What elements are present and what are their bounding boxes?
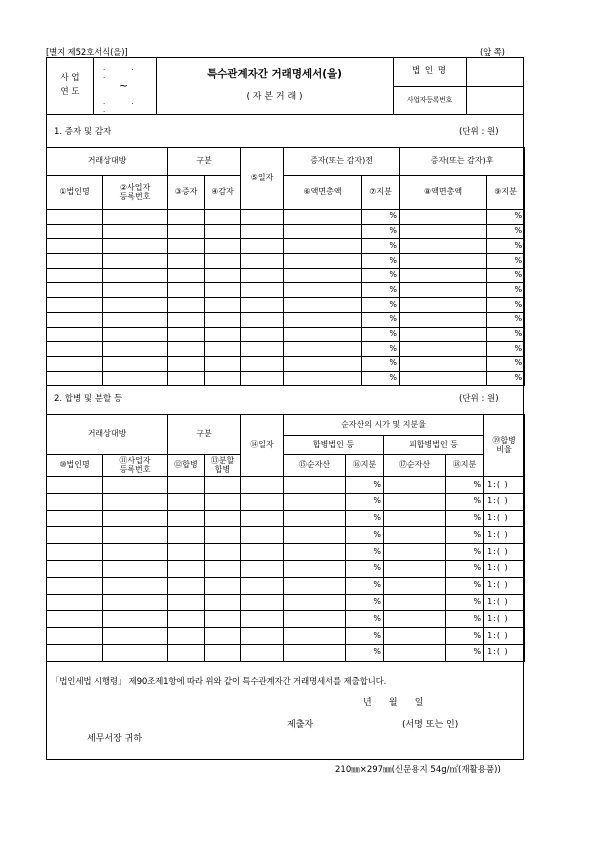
s1-col-after-share: ⑨지분 xyxy=(487,176,525,210)
s1-table-cell[interactable] xyxy=(284,342,362,357)
s1-table-cell[interactable] xyxy=(47,342,103,357)
biz-no-label: 사업자등록번호 xyxy=(406,95,453,104)
year-end-dots: · · · xyxy=(103,100,146,117)
s1-table-cell[interactable] xyxy=(47,283,103,298)
s1-table-cell[interactable] xyxy=(400,283,487,298)
s1-col-increase: ③증자 xyxy=(168,176,205,210)
declaration-statement: 「법인세법 시행령」 제90조제1항에 따라 위와 같이 특수관계자간 거래명세서를 제출합니다. xyxy=(51,677,387,687)
s2-table-cell[interactable] xyxy=(384,527,446,544)
s1-before-group: 증자(또는 감자)전 xyxy=(284,148,400,176)
s2-share-cell[interactable]: % xyxy=(446,644,484,661)
s2-table-cell[interactable] xyxy=(47,510,103,527)
s2-table-cell[interactable] xyxy=(103,544,168,561)
s1-table-cell[interactable] xyxy=(284,254,362,269)
s2-table-cell[interactable] xyxy=(241,527,284,544)
s1-table-cell[interactable] xyxy=(103,239,168,254)
s1-table-cell[interactable] xyxy=(241,224,284,239)
s2-ratio-cell[interactable]: 1:( ) xyxy=(484,594,525,611)
s1-table-row xyxy=(47,312,525,327)
s2-table-cell[interactable] xyxy=(103,644,168,661)
form-subtitle: ( 자 본 거 래 ) xyxy=(246,91,303,102)
business-year-field[interactable] xyxy=(93,58,156,117)
s2-table-cell[interactable] xyxy=(47,611,103,628)
s1-table-cell[interactable] xyxy=(284,298,362,313)
s1-share-cell[interactable]: % xyxy=(487,254,525,269)
s2-table-cell[interactable] xyxy=(384,628,446,645)
s2-table-cell[interactable] xyxy=(168,611,205,628)
s2-table-cell[interactable] xyxy=(47,544,103,561)
s1-table-cell[interactable] xyxy=(241,210,284,225)
year-start-dots: · · · xyxy=(103,66,146,83)
year-tilde: ~ xyxy=(119,79,129,92)
s2-table-cell[interactable] xyxy=(384,544,446,561)
s2-table-cell[interactable] xyxy=(205,493,241,510)
s2-table-row xyxy=(47,527,525,544)
s1-table-cell[interactable] xyxy=(168,283,205,298)
declaration-date-line[interactable]: 년 월 일 xyxy=(363,698,424,708)
s1-table-cell[interactable] xyxy=(400,371,487,386)
s2-table-cell[interactable] xyxy=(47,493,103,510)
s1-share-cell[interactable]: % xyxy=(487,239,525,254)
s1-table-cell[interactable] xyxy=(103,298,168,313)
s1-table-cell[interactable] xyxy=(400,312,487,327)
s2-table-row xyxy=(47,477,525,494)
s2-table-cell[interactable] xyxy=(284,477,346,494)
s2-table-cell[interactable] xyxy=(284,527,346,544)
s1-table-cell[interactable] xyxy=(47,327,103,342)
s2-ratio-cell[interactable]: 1:( ) xyxy=(484,644,525,661)
s1-share-cell[interactable]: % xyxy=(362,342,400,357)
s1-table-cell[interactable] xyxy=(205,239,241,254)
s2-table-cell[interactable] xyxy=(241,493,284,510)
s1-table-row xyxy=(47,268,525,283)
paper-spec: 210㎜×297㎜(신문용지 54g/㎡(재활용품)) xyxy=(335,765,501,775)
s2-merging-group: 합병법인 등 xyxy=(284,436,384,455)
s2-col-merging-net-assets: ⑮순자산 xyxy=(284,455,346,477)
s2-share-cell[interactable]: % xyxy=(346,577,384,594)
s2-col-biz-no: ⑪사업자 등록번호 xyxy=(103,455,168,477)
s1-table-cell[interactable] xyxy=(241,327,284,342)
s2-table-cell[interactable] xyxy=(47,477,103,494)
s2-col-corp-name: ⑩법인명 xyxy=(47,455,103,477)
s2-table-cell[interactable] xyxy=(168,493,205,510)
s1-share-cell[interactable]: % xyxy=(487,371,525,386)
s2-share-cell[interactable]: % xyxy=(446,611,484,628)
s2-ratio-cell[interactable]: 1:( ) xyxy=(484,628,525,645)
s2-share-cell[interactable]: % xyxy=(346,477,384,494)
s2-col-merger: ⑫합병 xyxy=(168,455,205,477)
s1-type-group: 구분 xyxy=(168,148,241,176)
s1-share-cell[interactable]: % xyxy=(487,327,525,342)
s2-table-row xyxy=(47,493,525,510)
page-side-label: (앞 쪽) xyxy=(480,48,505,58)
s2-table-cell[interactable] xyxy=(205,560,241,577)
s2-table-cell[interactable] xyxy=(205,527,241,544)
s2-table-cell[interactable] xyxy=(205,544,241,561)
s2-table-cell[interactable] xyxy=(205,611,241,628)
s2-merged-group: 피합병법인 등 xyxy=(384,436,484,455)
s1-table-cell[interactable] xyxy=(168,342,205,357)
s2-ratio-cell[interactable]: 1:( ) xyxy=(484,510,525,527)
form-title: 특수관계자간 거래명세서(을) xyxy=(207,67,342,80)
s2-table-cell[interactable] xyxy=(384,577,446,594)
s1-table-cell[interactable] xyxy=(47,312,103,327)
s2-table-cell[interactable] xyxy=(384,594,446,611)
s1-table-cell[interactable] xyxy=(205,298,241,313)
s2-table-cell[interactable] xyxy=(284,510,346,527)
s1-table-cell[interactable] xyxy=(205,224,241,239)
s1-table-cell[interactable] xyxy=(400,239,487,254)
s1-table-cell[interactable] xyxy=(205,210,241,225)
s2-table-cell[interactable] xyxy=(284,644,346,661)
s2-ratio-cell[interactable]: 1:( ) xyxy=(484,544,525,561)
section1-unit: (단위 : 원) xyxy=(459,127,499,137)
s2-table-cell[interactable] xyxy=(47,560,103,577)
s2-share-cell[interactable]: % xyxy=(346,611,384,628)
s1-table-cell[interactable] xyxy=(103,283,168,298)
s1-table-cell[interactable] xyxy=(400,254,487,269)
s2-share-cell[interactable]: % xyxy=(346,594,384,611)
s1-table-cell[interactable] xyxy=(168,210,205,225)
merger-split-table xyxy=(46,414,525,662)
s2-table-cell[interactable] xyxy=(241,594,284,611)
s1-table-cell[interactable] xyxy=(241,283,284,298)
s2-table-cell[interactable] xyxy=(284,560,346,577)
s2-table-row xyxy=(47,611,525,628)
s1-table-cell[interactable] xyxy=(205,327,241,342)
s2-table-row xyxy=(47,510,525,527)
s2-share-cell[interactable]: % xyxy=(446,544,484,561)
s2-date-header: ⑭일자 xyxy=(241,415,284,477)
s2-table-cell[interactable] xyxy=(284,594,346,611)
s2-share-cell[interactable]: % xyxy=(346,510,384,527)
s2-table-cell[interactable] xyxy=(47,644,103,661)
s1-table-cell[interactable] xyxy=(284,283,362,298)
s1-col-decrease: ④감자 xyxy=(205,176,241,210)
s1-table-row xyxy=(47,254,525,269)
s2-net-assets-group: 순자산의 시가 및 지분율 xyxy=(284,415,484,436)
s2-table-cell[interactable] xyxy=(241,477,284,494)
s1-table-cell[interactable] xyxy=(400,224,487,239)
s1-share-cell[interactable]: % xyxy=(487,312,525,327)
s1-table-cell[interactable] xyxy=(284,210,362,225)
s2-table-cell[interactable] xyxy=(103,510,168,527)
s1-table-cell[interactable] xyxy=(284,312,362,327)
form-frame xyxy=(46,57,524,760)
s1-table-cell[interactable] xyxy=(241,356,284,371)
s2-table-cell[interactable] xyxy=(205,644,241,661)
s2-table-cell[interactable] xyxy=(47,527,103,544)
s2-table-cell[interactable] xyxy=(47,594,103,611)
s1-share-cell[interactable]: % xyxy=(362,210,400,225)
s1-table-cell[interactable] xyxy=(241,298,284,313)
signature-label[interactable]: (서명 또는 인) xyxy=(402,720,459,730)
s2-col-split-merger: ⑬분할 합병 xyxy=(205,455,241,477)
s1-table-row xyxy=(47,239,525,254)
s1-share-cell[interactable]: % xyxy=(362,298,400,313)
s1-table-cell[interactable] xyxy=(400,268,487,283)
s1-table-cell[interactable] xyxy=(103,312,168,327)
s2-table-cell[interactable] xyxy=(168,628,205,645)
s2-table-cell[interactable] xyxy=(168,577,205,594)
s1-share-cell[interactable]: % xyxy=(487,283,525,298)
s2-table-cell[interactable] xyxy=(384,477,446,494)
s1-table-cell[interactable] xyxy=(205,356,241,371)
s1-table-cell[interactable] xyxy=(47,224,103,239)
s1-table-cell[interactable] xyxy=(400,210,487,225)
s1-share-cell[interactable]: % xyxy=(487,356,525,371)
s2-table-cell[interactable] xyxy=(284,611,346,628)
s1-table-cell[interactable] xyxy=(400,342,487,357)
s2-table-cell[interactable] xyxy=(205,628,241,645)
s2-table-row xyxy=(47,628,525,645)
section1-heading: 1. 증자 및 감자 xyxy=(54,127,112,137)
s2-table-cell[interactable] xyxy=(241,577,284,594)
s1-table-cell[interactable] xyxy=(103,210,168,225)
s1-table-row xyxy=(47,210,525,225)
s1-table-cell[interactable] xyxy=(400,327,487,342)
s2-col-merged-net-assets: ⑰순자산 xyxy=(384,455,446,477)
s2-share-cell[interactable]: % xyxy=(446,594,484,611)
s2-table-cell[interactable] xyxy=(241,644,284,661)
s1-table-cell[interactable] xyxy=(168,327,205,342)
s2-share-cell[interactable]: % xyxy=(346,527,384,544)
s1-table-cell[interactable] xyxy=(168,268,205,283)
s2-table-cell[interactable] xyxy=(205,594,241,611)
s1-table-cell[interactable] xyxy=(241,371,284,386)
s2-ratio-cell[interactable]: 1:( ) xyxy=(484,560,525,577)
s1-table-cell[interactable] xyxy=(205,312,241,327)
s2-share-cell[interactable]: % xyxy=(346,544,384,561)
s2-col-merged-share: ⑱지분 xyxy=(446,455,484,477)
s1-table-cell[interactable] xyxy=(400,298,487,313)
s2-table-cell[interactable] xyxy=(384,644,446,661)
s2-table-row xyxy=(47,560,525,577)
s2-table-cell[interactable] xyxy=(47,577,103,594)
s1-table-cell[interactable] xyxy=(205,342,241,357)
s1-table-row xyxy=(47,356,525,371)
s1-table-cell[interactable] xyxy=(205,283,241,298)
s2-share-cell[interactable]: % xyxy=(346,628,384,645)
s2-ratio-cell[interactable]: 1:( ) xyxy=(484,477,525,494)
section2-heading: 2. 합병 및 분할 등 xyxy=(54,394,123,404)
s1-table-cell[interactable] xyxy=(168,239,205,254)
s2-table-cell[interactable] xyxy=(168,527,205,544)
s2-table-cell[interactable] xyxy=(103,560,168,577)
s2-table-cell[interactable] xyxy=(168,544,205,561)
s2-share-cell[interactable]: % xyxy=(346,493,384,510)
s2-share-cell[interactable]: % xyxy=(446,527,484,544)
s2-table-cell[interactable] xyxy=(284,493,346,510)
s1-table-cell[interactable] xyxy=(47,371,103,386)
s1-table-cell[interactable] xyxy=(241,312,284,327)
s1-table-cell[interactable] xyxy=(241,254,284,269)
s2-table-cell[interactable] xyxy=(384,493,446,510)
s1-table-cell[interactable] xyxy=(284,371,362,386)
s1-table-cell[interactable] xyxy=(47,254,103,269)
s1-table-row xyxy=(47,298,525,313)
s1-share-cell[interactable]: % xyxy=(362,371,400,386)
s2-table-cell[interactable] xyxy=(103,594,168,611)
s2-table-row xyxy=(47,577,525,594)
s2-share-cell[interactable]: % xyxy=(446,560,484,577)
s1-share-cell[interactable]: % xyxy=(362,283,400,298)
biz-no-input[interactable] xyxy=(466,86,523,114)
s1-table-cell[interactable] xyxy=(103,224,168,239)
s2-counterparty-group: 거래상대방 xyxy=(47,415,168,455)
s2-share-cell[interactable]: % xyxy=(346,644,384,661)
s1-col-corp-name: ①법인명 xyxy=(47,176,103,210)
s1-table-cell[interactable] xyxy=(47,239,103,254)
s2-share-cell[interactable]: % xyxy=(346,560,384,577)
s2-table-cell[interactable] xyxy=(241,544,284,561)
s2-table-cell[interactable] xyxy=(384,510,446,527)
s2-table-cell[interactable] xyxy=(241,628,284,645)
s1-table-row xyxy=(47,283,525,298)
capital-change-table xyxy=(46,147,525,386)
s1-table-cell[interactable] xyxy=(284,224,362,239)
s2-ratio-cell[interactable]: 1:( ) xyxy=(484,577,525,594)
s1-table-cell[interactable] xyxy=(103,371,168,386)
s1-table-cell[interactable] xyxy=(284,239,362,254)
section2-unit: (단위 : 원) xyxy=(459,394,499,404)
s2-table-row xyxy=(47,544,525,561)
s1-table-row xyxy=(47,327,525,342)
s1-table-cell[interactable] xyxy=(168,371,205,386)
s2-col-merging-share: ⑯지분 xyxy=(346,455,384,477)
s2-table-cell[interactable] xyxy=(103,527,168,544)
s2-ratio-cell[interactable]: 1:( ) xyxy=(484,493,525,510)
s1-table-cell[interactable] xyxy=(241,268,284,283)
s2-table-cell[interactable] xyxy=(103,493,168,510)
s1-table-cell[interactable] xyxy=(168,254,205,269)
s1-table-cell[interactable] xyxy=(205,254,241,269)
s2-table-cell[interactable] xyxy=(384,560,446,577)
s2-table-cell[interactable] xyxy=(168,560,205,577)
s1-share-cell[interactable]: % xyxy=(362,356,400,371)
s2-table-cell[interactable] xyxy=(168,477,205,494)
s1-table-cell[interactable] xyxy=(400,356,487,371)
s1-table-cell[interactable] xyxy=(103,327,168,342)
s2-table-cell[interactable] xyxy=(284,544,346,561)
s1-table-cell[interactable] xyxy=(168,312,205,327)
s1-after-group: 증자(또는 감자)후 xyxy=(400,148,525,176)
s1-col-before-share: ⑦지분 xyxy=(362,176,400,210)
s2-table-cell[interactable] xyxy=(284,577,346,594)
s1-table-cell[interactable] xyxy=(47,210,103,225)
s1-share-cell[interactable]: % xyxy=(362,268,400,283)
s2-share-cell[interactable]: % xyxy=(446,628,484,645)
s1-share-cell[interactable]: % xyxy=(362,312,400,327)
corp-name-input[interactable] xyxy=(466,58,523,86)
s1-share-cell[interactable]: % xyxy=(487,210,525,225)
s2-table-cell[interactable] xyxy=(168,510,205,527)
s2-table-cell[interactable] xyxy=(103,477,168,494)
submitter-label: 제출자 xyxy=(287,720,314,730)
s1-table-cell[interactable] xyxy=(205,371,241,386)
s2-table-cell[interactable] xyxy=(205,510,241,527)
corp-name-label: 법 인 명 xyxy=(411,66,448,77)
s2-table-cell[interactable] xyxy=(168,594,205,611)
s1-table-cell[interactable] xyxy=(47,298,103,313)
s2-table-cell[interactable] xyxy=(241,560,284,577)
s1-table-cell[interactable] xyxy=(205,268,241,283)
s1-table-row xyxy=(47,342,525,357)
s2-table-cell[interactable] xyxy=(241,611,284,628)
s1-table-cell[interactable] xyxy=(103,254,168,269)
s1-share-cell[interactable]: % xyxy=(362,327,400,342)
s2-table-cell[interactable] xyxy=(205,477,241,494)
form-number: [별지 제52호서식(을)] xyxy=(46,48,128,58)
s1-col-after-face: ⑧액면총액 xyxy=(400,176,487,210)
s2-table-cell[interactable] xyxy=(47,628,103,645)
s1-share-cell[interactable]: % xyxy=(487,268,525,283)
s2-table-cell[interactable] xyxy=(103,628,168,645)
s2-type-group: 구분 xyxy=(168,415,241,455)
tax-office-addressee: 세무서장 귀하 xyxy=(87,734,143,744)
s1-share-cell[interactable]: % xyxy=(487,224,525,239)
s1-counterparty-group: 거래상대방 xyxy=(47,148,168,176)
s1-table-row xyxy=(47,371,525,386)
s2-table-row xyxy=(47,594,525,611)
s1-table-cell[interactable] xyxy=(284,356,362,371)
s2-share-cell[interactable]: % xyxy=(446,477,484,494)
s1-share-cell[interactable]: % xyxy=(487,342,525,357)
s1-date-header: ⑤일자 xyxy=(241,148,284,210)
s2-share-cell[interactable]: % xyxy=(446,577,484,594)
s2-table-cell[interactable] xyxy=(384,611,446,628)
s1-table-cell[interactable] xyxy=(241,342,284,357)
s1-table-cell[interactable] xyxy=(168,356,205,371)
s2-table-cell[interactable] xyxy=(241,510,284,527)
s1-table-cell[interactable] xyxy=(284,268,362,283)
s1-table-cell[interactable] xyxy=(47,356,103,371)
s1-table-cell[interactable] xyxy=(284,327,362,342)
business-year-label: 사 업 연 도 xyxy=(60,73,80,97)
s2-share-cell[interactable]: % xyxy=(446,493,484,510)
s1-col-biz-no: ②사업자 등록번호 xyxy=(103,176,168,210)
s1-table-cell[interactable] xyxy=(47,268,103,283)
s1-col-before-face: ⑥액면총액 xyxy=(284,176,362,210)
s2-table-cell[interactable] xyxy=(168,644,205,661)
s2-ratio-header: ⑲합병 비율 xyxy=(484,415,525,477)
s1-share-cell[interactable]: % xyxy=(362,254,400,269)
s1-share-cell[interactable]: % xyxy=(362,239,400,254)
s1-table-row xyxy=(47,224,525,239)
s1-table-cell[interactable] xyxy=(241,239,284,254)
s2-table-row xyxy=(47,644,525,661)
s2-share-cell[interactable]: % xyxy=(446,510,484,527)
s1-table-cell[interactable] xyxy=(103,268,168,283)
s1-table-cell[interactable] xyxy=(103,342,168,357)
s2-ratio-cell[interactable]: 1:( ) xyxy=(484,527,525,544)
s1-share-cell[interactable]: % xyxy=(362,224,400,239)
s1-table-cell[interactable] xyxy=(103,356,168,371)
s2-table-cell[interactable] xyxy=(284,628,346,645)
s1-table-cell[interactable] xyxy=(168,298,205,313)
s2-table-cell[interactable] xyxy=(103,577,168,594)
s2-ratio-cell[interactable]: 1:( ) xyxy=(484,611,525,628)
s2-table-cell[interactable] xyxy=(205,577,241,594)
s1-table-cell[interactable] xyxy=(168,224,205,239)
s2-table-cell[interactable] xyxy=(103,611,168,628)
s1-share-cell[interactable]: % xyxy=(487,298,525,313)
